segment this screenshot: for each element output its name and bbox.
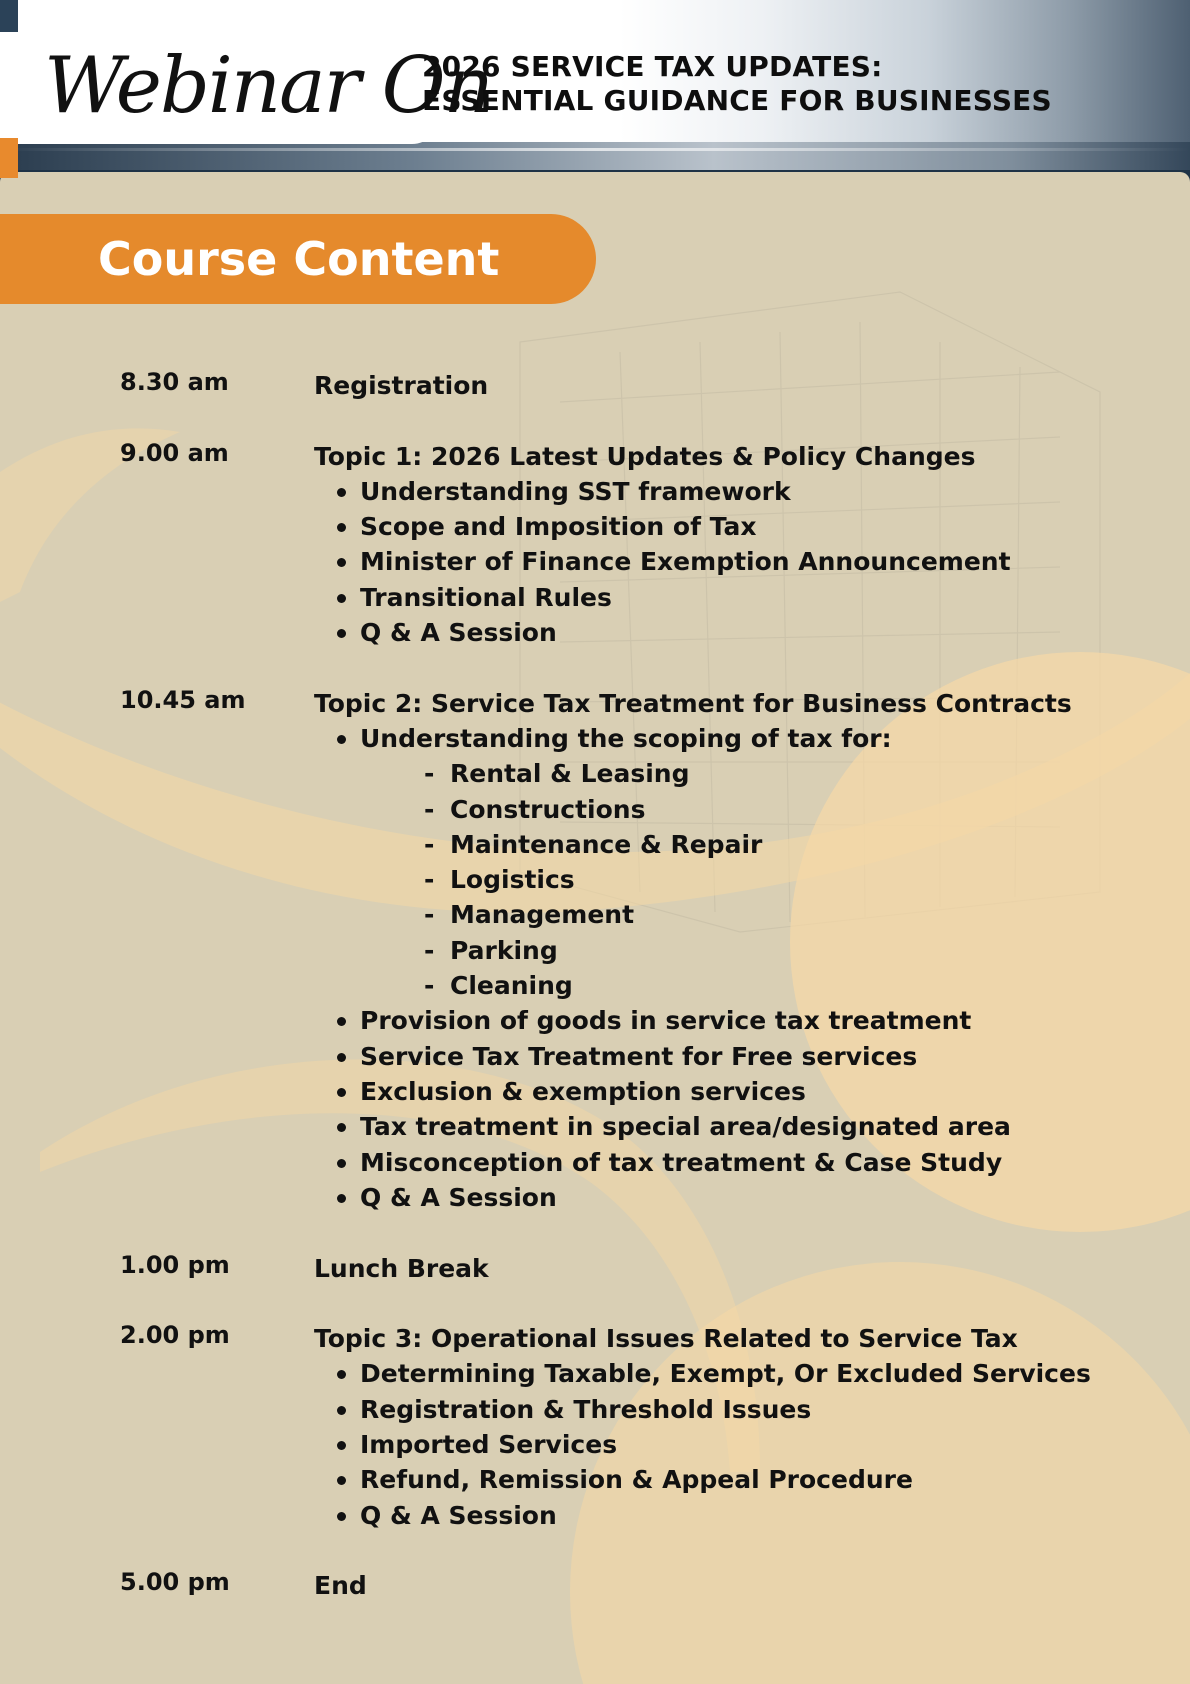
- session-title: Registration: [314, 371, 489, 400]
- course-content-panel: [0, 172, 1190, 1684]
- title-line-2: ESSENTIAL GUIDANCE FOR BUSINESSES: [422, 84, 1052, 117]
- topic-bullet-item: Understanding the scoping of tax for:: [314, 721, 1174, 756]
- session-time: 8.30 am: [120, 368, 229, 396]
- schedule: [0, 172, 1190, 1684]
- session-title: Topic 2: Service Tax Treatment for Business Contracts: [314, 688, 1072, 718]
- topic-bullet-item: Tax treatment in special area/designated area: [314, 1109, 1174, 1144]
- session-content: [314, 1321, 1174, 1533]
- session-title: Topic 3: Operational Issues Related to Service Tax: [314, 1324, 1018, 1354]
- session-title: End: [314, 1571, 367, 1601]
- topic-bullet-item: Scope and Imposition of Tax: [314, 509, 1174, 544]
- session-title: Lunch Break: [314, 1253, 489, 1283]
- topic-sub-item: - Logistics: [314, 862, 1174, 897]
- topic-sub-item: - Constructions: [314, 792, 1174, 827]
- session-time: 10.45 am: [120, 685, 246, 714]
- topic-bullet-item: Q & A Session: [314, 1498, 1174, 1533]
- section-title: Course Content: [98, 232, 500, 286]
- session-content: [314, 1568, 1174, 1603]
- title-line-1: 2026 SERVICE TAX UPDATES:: [422, 50, 883, 83]
- webinar-title: [422, 50, 1052, 118]
- topic-sub-item: - Parking: [314, 933, 1174, 968]
- light-stripe: [0, 148, 1190, 151]
- skyline-band: [0, 142, 1190, 170]
- script-title-text: Webinar On: [44, 41, 492, 131]
- topic-bullet-item: Registration & Threshold Issues: [314, 1392, 1174, 1427]
- topic-bullet-item: Minister of Finance Exemption Announcement: [314, 544, 1174, 579]
- topic-bullet-item: Refund, Remission & Appeal Procedure: [314, 1462, 1174, 1497]
- topic-bullet-item: Service Tax Treatment for Free services: [314, 1039, 1174, 1074]
- header-banner: [0, 0, 1190, 170]
- topic-bullet-item: Transitional Rules: [314, 580, 1174, 615]
- topic-bullet-item: Imported Services: [314, 1427, 1174, 1462]
- session-time: 1.00 pm: [120, 1250, 230, 1279]
- session-content: [314, 439, 1174, 651]
- topic-bullet-item: Q & A Session: [314, 1180, 1174, 1215]
- session-time: 5.00 pm: [120, 1568, 230, 1597]
- session-time: 2.00 pm: [120, 1321, 230, 1350]
- topic-bullet-item: Q & A Session: [314, 615, 1174, 650]
- session-content: [314, 1251, 1174, 1286]
- topic-bullet-item: Provision of goods in service tax treatment: [314, 1003, 1174, 1038]
- topic-bullet-item: Determining Taxable, Exempt, Or Excluded Services: [314, 1356, 1174, 1391]
- topic-sub-item: - Cleaning: [314, 968, 1174, 1003]
- topic-sub-item: - Management: [314, 897, 1174, 932]
- topic-bullet-item: Misconception of tax treatment & Case Study: [314, 1145, 1174, 1180]
- session-title: Topic 1: 2026 Latest Updates & Policy Changes: [314, 441, 976, 471]
- session-content: [314, 686, 1174, 1215]
- topic-sub-item: - Maintenance & Repair: [314, 827, 1174, 862]
- topic-sub-item: - Rental & Leasing: [314, 756, 1174, 791]
- script-title: [40, 28, 492, 138]
- topic-bullet-item: Exclusion & exemption services: [314, 1074, 1174, 1109]
- topic-bullet-item: Understanding SST framework: [314, 474, 1174, 509]
- corner-accent: [0, 0, 18, 32]
- session-time: 9.00 am: [120, 438, 229, 467]
- session-content: [314, 368, 1174, 403]
